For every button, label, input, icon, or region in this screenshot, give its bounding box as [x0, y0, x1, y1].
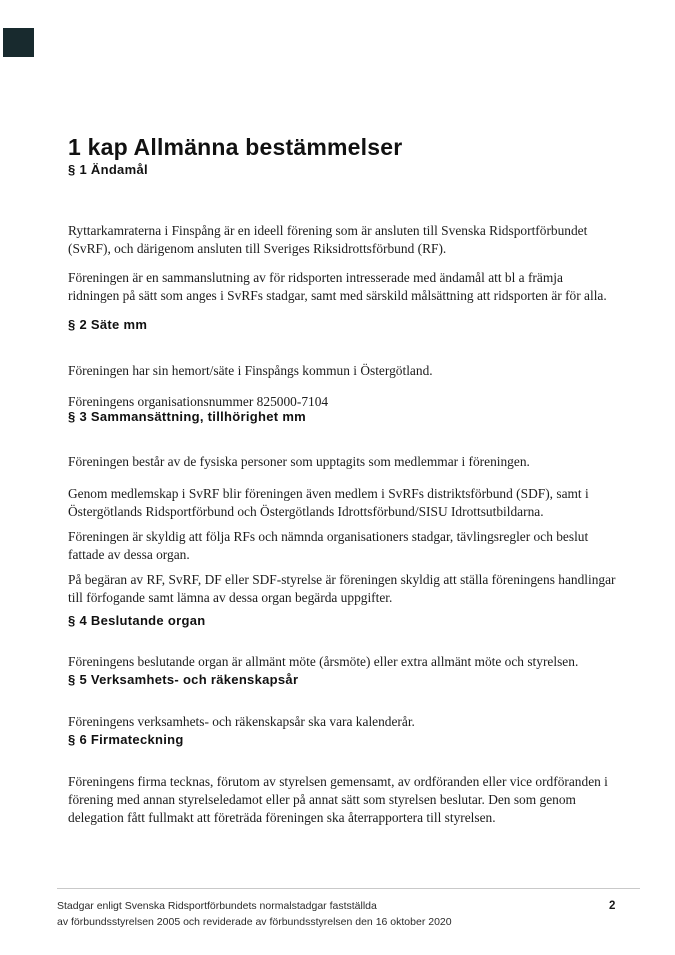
- corner-dark-square: [3, 28, 34, 57]
- paragraph: Genom medlemskap i SvRF blir föreningen även medlem i SvRFs distriktsförbund (SDF), samt i Östergötlands Ridsportförbund och Östergötlands Idrottsförbund/SISU Idrottsutbildarna.: [68, 486, 589, 520]
- footer: [57, 899, 557, 930]
- paragraph: Föreningens beslutande organ är allmänt möte (årsmöte) eller extra allmänt möte och styrelsen.: [68, 654, 579, 670]
- paragraph: Föreningen är en sammanslutning av för ridsporten intresserade med ändamål att bl a främja ridningen på sätt som anges i SvRFs stadgar, samt med särskild målsättning att ridsporten är för alla.: [68, 270, 607, 304]
- paragraph: Föreningens verksamhets- och räkenskapsår ska vara kalenderår.: [68, 714, 415, 730]
- paragraph: Föreningen är skyldig att följa RFs och nämnda organisationers stadgar, tävlingsregler och beslut fattade av dessa organ.: [68, 529, 589, 563]
- section-heading-3: § 3 Sammansättning, tillhörighet mm: [68, 409, 307, 424]
- page-title: 1 kap Allmänna bestämmelser: [68, 134, 403, 161]
- section-heading-2: § 2 Säte mm: [68, 317, 148, 332]
- section-heading-6: § 6 Firmateckning: [68, 732, 184, 747]
- paragraph: Föreningen har sin hemort/säte i Finspångs kommun i Östergötland.: [68, 363, 433, 379]
- footer-divider: [57, 888, 640, 889]
- paragraph: Ryttarkamraterna i Finspång är en ideell förening som är ansluten till Svenska Ridsportförbundet (SvRF), och därigenom ansluten till Sveriges Riksidrottsförbund (RF).: [68, 223, 588, 257]
- paragraph: Föreningens organisationsnummer 825000-7104: [68, 394, 329, 410]
- paragraph: Föreningen består av de fysiska personer som upptagits som medlemmar i föreningen.: [68, 454, 530, 470]
- footer-line-1: Stadgar enligt Svenska Ridsportförbundets normalstadgar fastställda: [57, 900, 377, 912]
- page-number: 2: [609, 900, 616, 912]
- section-heading-5: § 5 Verksamhets- och räkenskapsår: [68, 672, 299, 687]
- section-heading-1: § 1 Ändamål: [68, 162, 148, 177]
- paragraph: På begäran av RF, SvRF, DF eller SDF-styrelse är föreningen skyldig att ställa föreningens handlingar till förfogande samt lämna av dessa organ begärda uppgifter.: [68, 572, 616, 606]
- section-heading-4: § 4 Beslutande organ: [68, 613, 206, 628]
- paragraph: Föreningens firma tecknas, förutom av styrelsen gemensamt, av ordföranden eller vice ordföranden i förening med annan styrelseledamot eller på annat sätt som styrelsen beslutar. Den som genom delegation fått fullmakt att företräda föreningen ska återrapportera till styrelsen.: [68, 774, 608, 826]
- footer-line-2: av förbundsstyrelsen 2005 och reviderade av förbundsstyrelsen den 16 oktober 2020: [57, 915, 452, 928]
